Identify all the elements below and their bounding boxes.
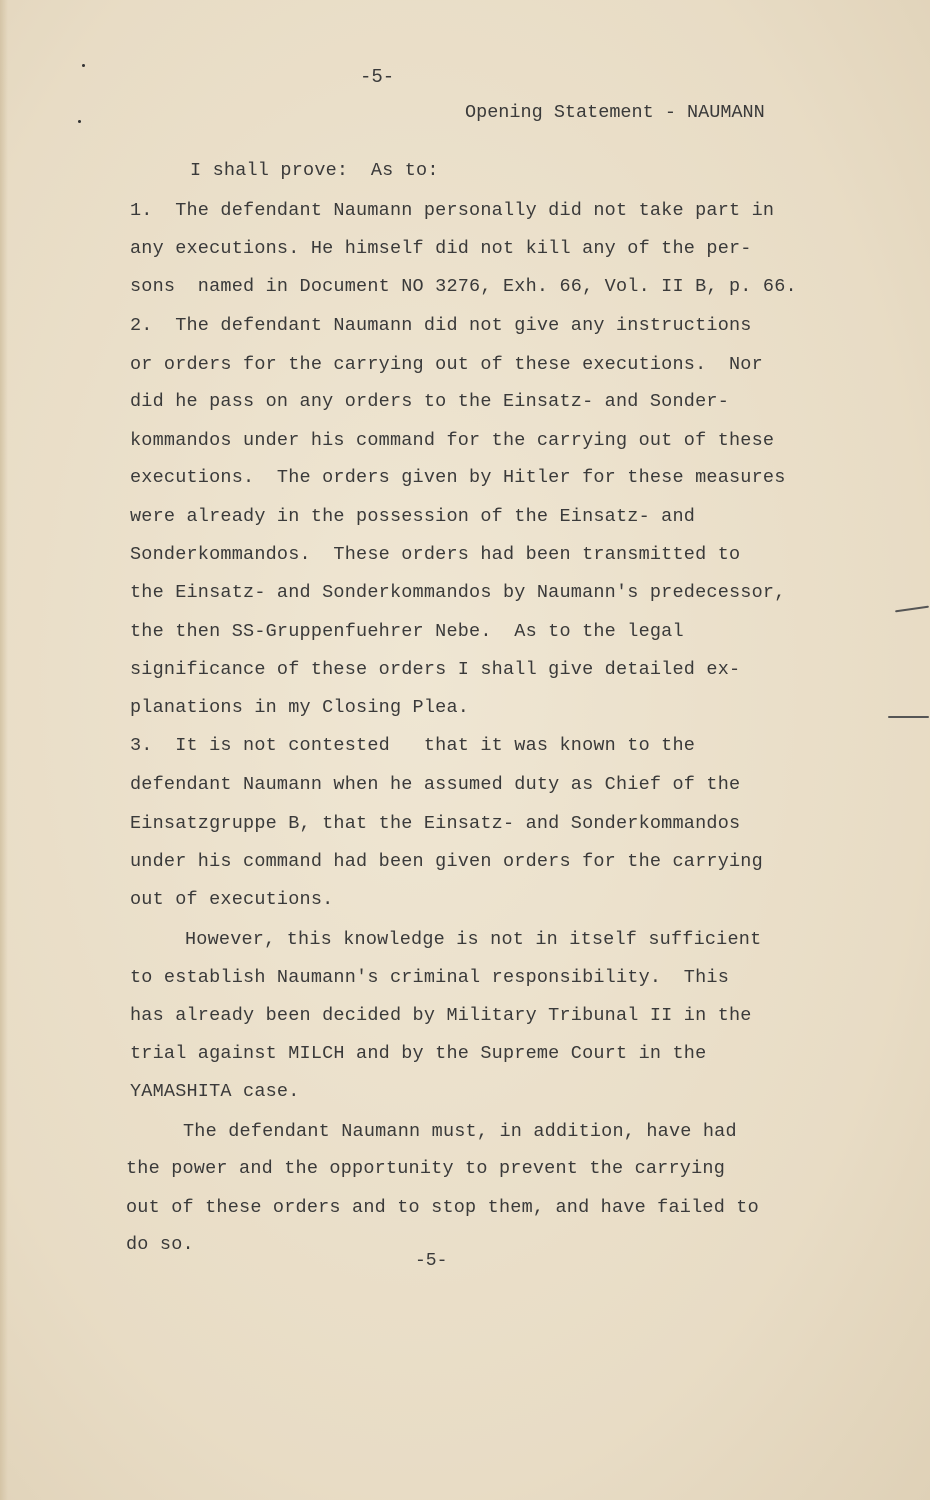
text-line: The defendant Naumann must, in addition, have had: [183, 1121, 737, 1142]
text-line: kommandos under his command for the carrying out of these: [130, 430, 775, 451]
margin-mark: [888, 716, 929, 718]
text-line: were already in the possession of the Einsatz- and: [130, 506, 696, 527]
text-line: trial against MILCH and by the Supreme Court in the: [130, 1043, 707, 1064]
text-line: has already been decided by Military Tribunal II in the: [130, 1005, 752, 1026]
text-line: executions. The orders given by Hitler for these measures: [130, 467, 786, 488]
text-line: the power and the opportunity to prevent the carrying: [126, 1158, 725, 1179]
text-line: significance of these orders I shall give detailed ex-: [130, 659, 741, 680]
text-line: 2. The defendant Naumann did not give any instructions: [130, 315, 752, 336]
punch-mark: [78, 120, 81, 123]
page-number-top: -5-: [360, 66, 395, 88]
text-line: Sonderkommandos. These orders had been transmitted to: [130, 544, 741, 565]
text-line: out of these orders and to stop them, and have failed to: [126, 1197, 759, 1218]
text-line: planations in my Closing Plea.: [130, 697, 470, 718]
page-number-bottom: -5-: [415, 1251, 448, 1271]
paper-edge-shadow: [0, 0, 8, 1500]
text-line: YAMASHITA case.: [130, 1081, 300, 1102]
text-line: do so.: [126, 1234, 194, 1255]
text-line: under his command had been given orders for the carrying: [130, 851, 763, 872]
text-line: 3. It is not contested that it was known to the: [130, 735, 696, 756]
text-line: 1. The defendant Naumann personally did not take part in: [130, 200, 775, 221]
text-line: or orders for the carrying out of these executions. Nor: [130, 354, 763, 375]
document-title: Opening Statement - NAUMANN: [465, 102, 765, 123]
intro-line: I shall prove: As to:: [190, 160, 439, 181]
text-line: defendant Naumann when he assumed duty as Chief of the: [130, 774, 741, 795]
text-line: sons named in Document NO 3276, Exh. 66, Vol. II B, p. 66.: [130, 276, 797, 297]
text-line: any executions. He himself did not kill any of the per-: [130, 238, 752, 259]
text-line: the then SS-Gruppenfuehrer Nebe. As to the legal: [130, 621, 684, 642]
punch-mark: [82, 64, 85, 67]
margin-mark: [895, 606, 929, 613]
text-line: However, this knowledge is not in itself sufficient: [185, 929, 762, 950]
text-line: did he pass on any orders to the Einsatz- and Sonder-: [130, 391, 729, 412]
text-line: Einsatzgruppe B, that the Einsatz- and Sonderkommandos: [130, 813, 741, 834]
text-line: out of executions.: [130, 889, 334, 910]
text-line: the Einsatz- and Sonderkommandos by Naumann's predecessor,: [130, 582, 786, 603]
text-line: to establish Naumann's criminal responsibility. This: [130, 967, 729, 988]
